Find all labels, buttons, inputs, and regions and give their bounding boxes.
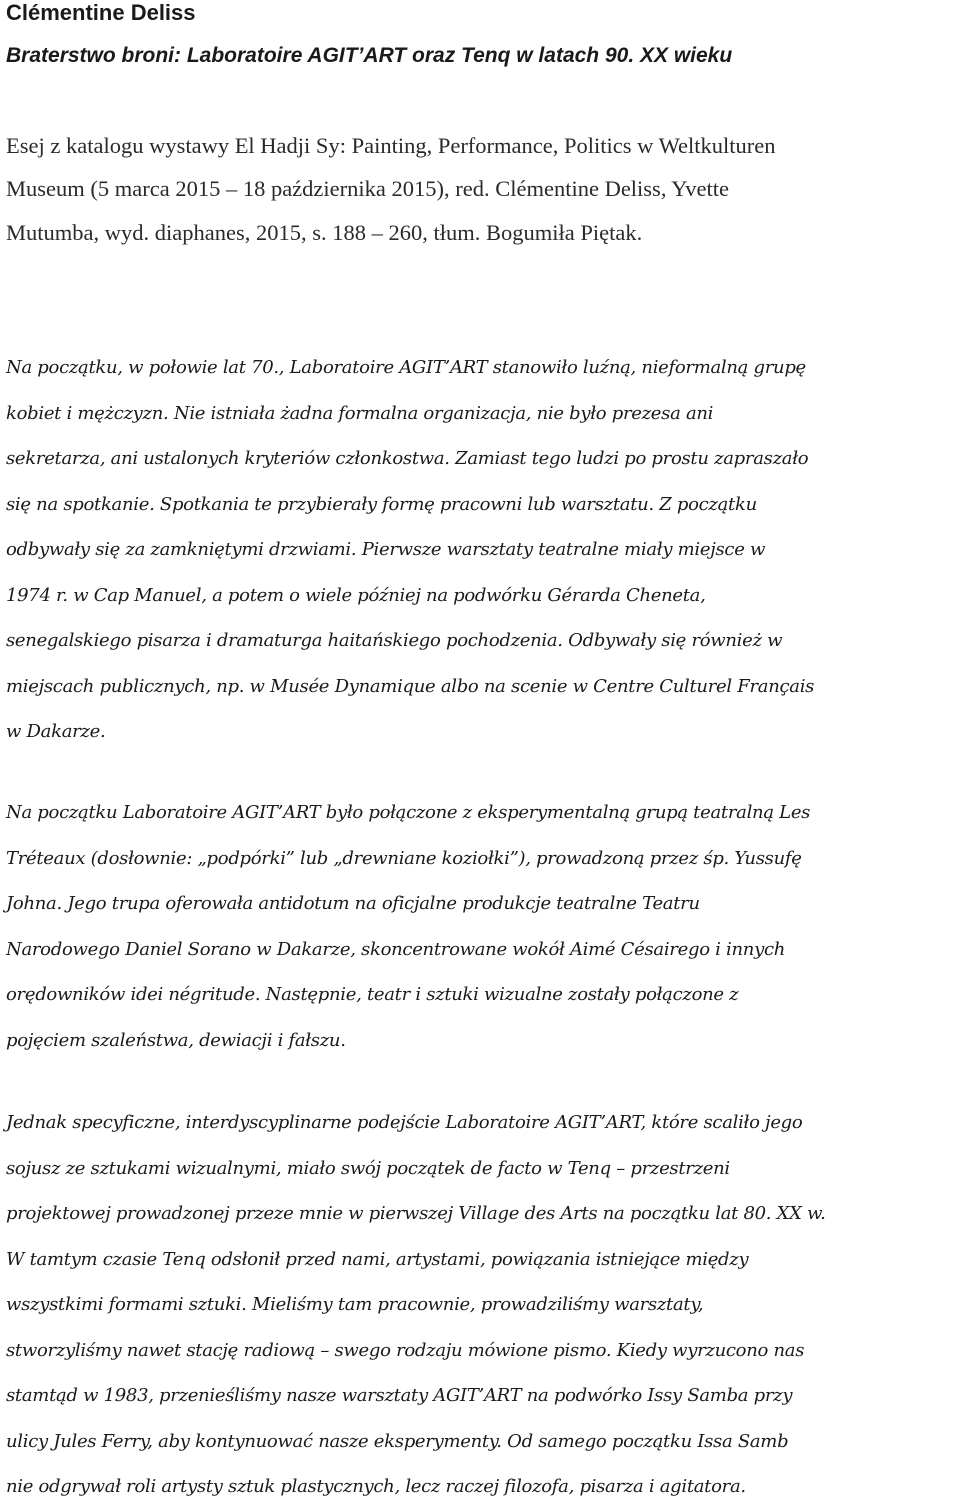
text-line: projektowej prowadzonej przeze mnie w pierwszej Village des Arts na początku lat 80. XX w. <box>6 1203 826 1224</box>
text-line: sojusz ze sztukami wizualnymi, miało swój początek de facto w Tenq – przestrzeni <box>6 1157 730 1179</box>
text-line: się na spotkanie. Spotkania te przybierały formę pracowni lub warsztatu. Z początku <box>6 493 757 515</box>
text-line: pojęciem szaleństwa, dewiacji i fałszu. <box>6 1029 346 1051</box>
text-line: Jednak specyficzne, interdyscyplinarne podejście Laboratoire AGIT’ART, które scaliło jego <box>6 1112 803 1133</box>
biblio-line: Mutumba, wyd. diaphanes, 2015, s. 188 – 260, tłum. Bogumiła Piętak. <box>6 219 643 245</box>
text-line: W tamtym czasie Tenq odsłonił przed nami, artystami, powiązania istniejące między <box>6 1248 749 1270</box>
text-line: miejscach publicznych, np. w Musée Dynamique albo na scenie w Centre Culturel Français <box>6 675 815 697</box>
text-line: senegalskiego pisarza i dramaturga haitańskiego pochodzenia. Odbywały się również w <box>6 630 783 651</box>
text-line: w Dakarze. <box>6 721 106 742</box>
text-line: Na początku Laboratoire AGIT’ART było połączone z eksperymentalną grupą teatralną Les <box>6 802 811 823</box>
text-line: Tréteaux (dosłownie: „podpórki” lub „drewniane koziołki”), prowadzoną przez śp. Yussufę <box>6 847 802 869</box>
text-line: Johna. Jego trupa oferowała antidotum na oficjalne produkcje teatralne Teatru <box>6 893 700 914</box>
text-line: nie odgrywał roli artysty sztuk plastycznych, lecz raczej filozofa, pisarza i agitatora. <box>6 1476 746 1497</box>
bibliographic-note <box>6 124 776 254</box>
text-line: kobiet i mężczyzn. Nie istniała żadna formalna organizacja, nie było prezesa ani <box>6 402 714 424</box>
essay-title: Braterstwo broni: Laboratoire AGIT’ART oraz Tenq w latach 90. XX wieku <box>6 44 733 67</box>
text-line: Narodowego Daniel Sorano w Dakarze, skoncentrowane wokół Aimé Césairego i innych <box>6 938 786 960</box>
biblio-line: Museum (5 marca 2015 – 18 października 2015), red. Clémentine Deliss, Yvette <box>6 176 729 202</box>
text-line: odbywały się za zamkniętymi drzwiami. Pierwsze warsztaty teatralne miały miejsce w <box>6 539 766 560</box>
text-line: 1974 r. w Cap Manuel, a potem o wiele później na podwórku Gérarda Cheneta, <box>6 584 706 606</box>
text-line: wszystkimi formami sztuki. Mieliśmy tam pracownie, prowadziliśmy warsztaty, <box>6 1294 704 1315</box>
body-paragraph-3 <box>6 1100 826 1510</box>
author-name: Clémentine Deliss <box>6 0 196 25</box>
text-line: stworzyliśmy nawet stację radiową – swego rodzaju mówione pismo. Kiedy wyrzucono nas <box>6 1339 805 1361</box>
text-line: stamtąd w 1983, przenieśliśmy nasze warsztaty AGIT’ART na podwórko Issy Samba przy <box>6 1385 793 1406</box>
text-line: ulicy Jules Ferry, aby kontynuować nasze eksperymenty. Od samego początku Issa Samb <box>6 1430 789 1452</box>
body-paragraph-2 <box>6 790 810 1063</box>
body-paragraph-1 <box>6 345 814 755</box>
text-line: sekretarza, ani ustalonych kryteriów członkostwa. Zamiast tego ludzi po prostu zapraszało <box>6 448 809 469</box>
text-line: orędowników idei négritude. Następnie, teatr i sztuki wizualne zostały połączone z <box>6 984 739 1005</box>
text-line: Na początku, w połowie lat 70., Laboratoire AGIT’ART stanowiło luźną, nieformalną grupę <box>6 357 806 378</box>
biblio-line: Esej z katalogu wystawy El Hadji Sy: Painting, Performance, Politics w Weltkulturen <box>6 133 776 158</box>
